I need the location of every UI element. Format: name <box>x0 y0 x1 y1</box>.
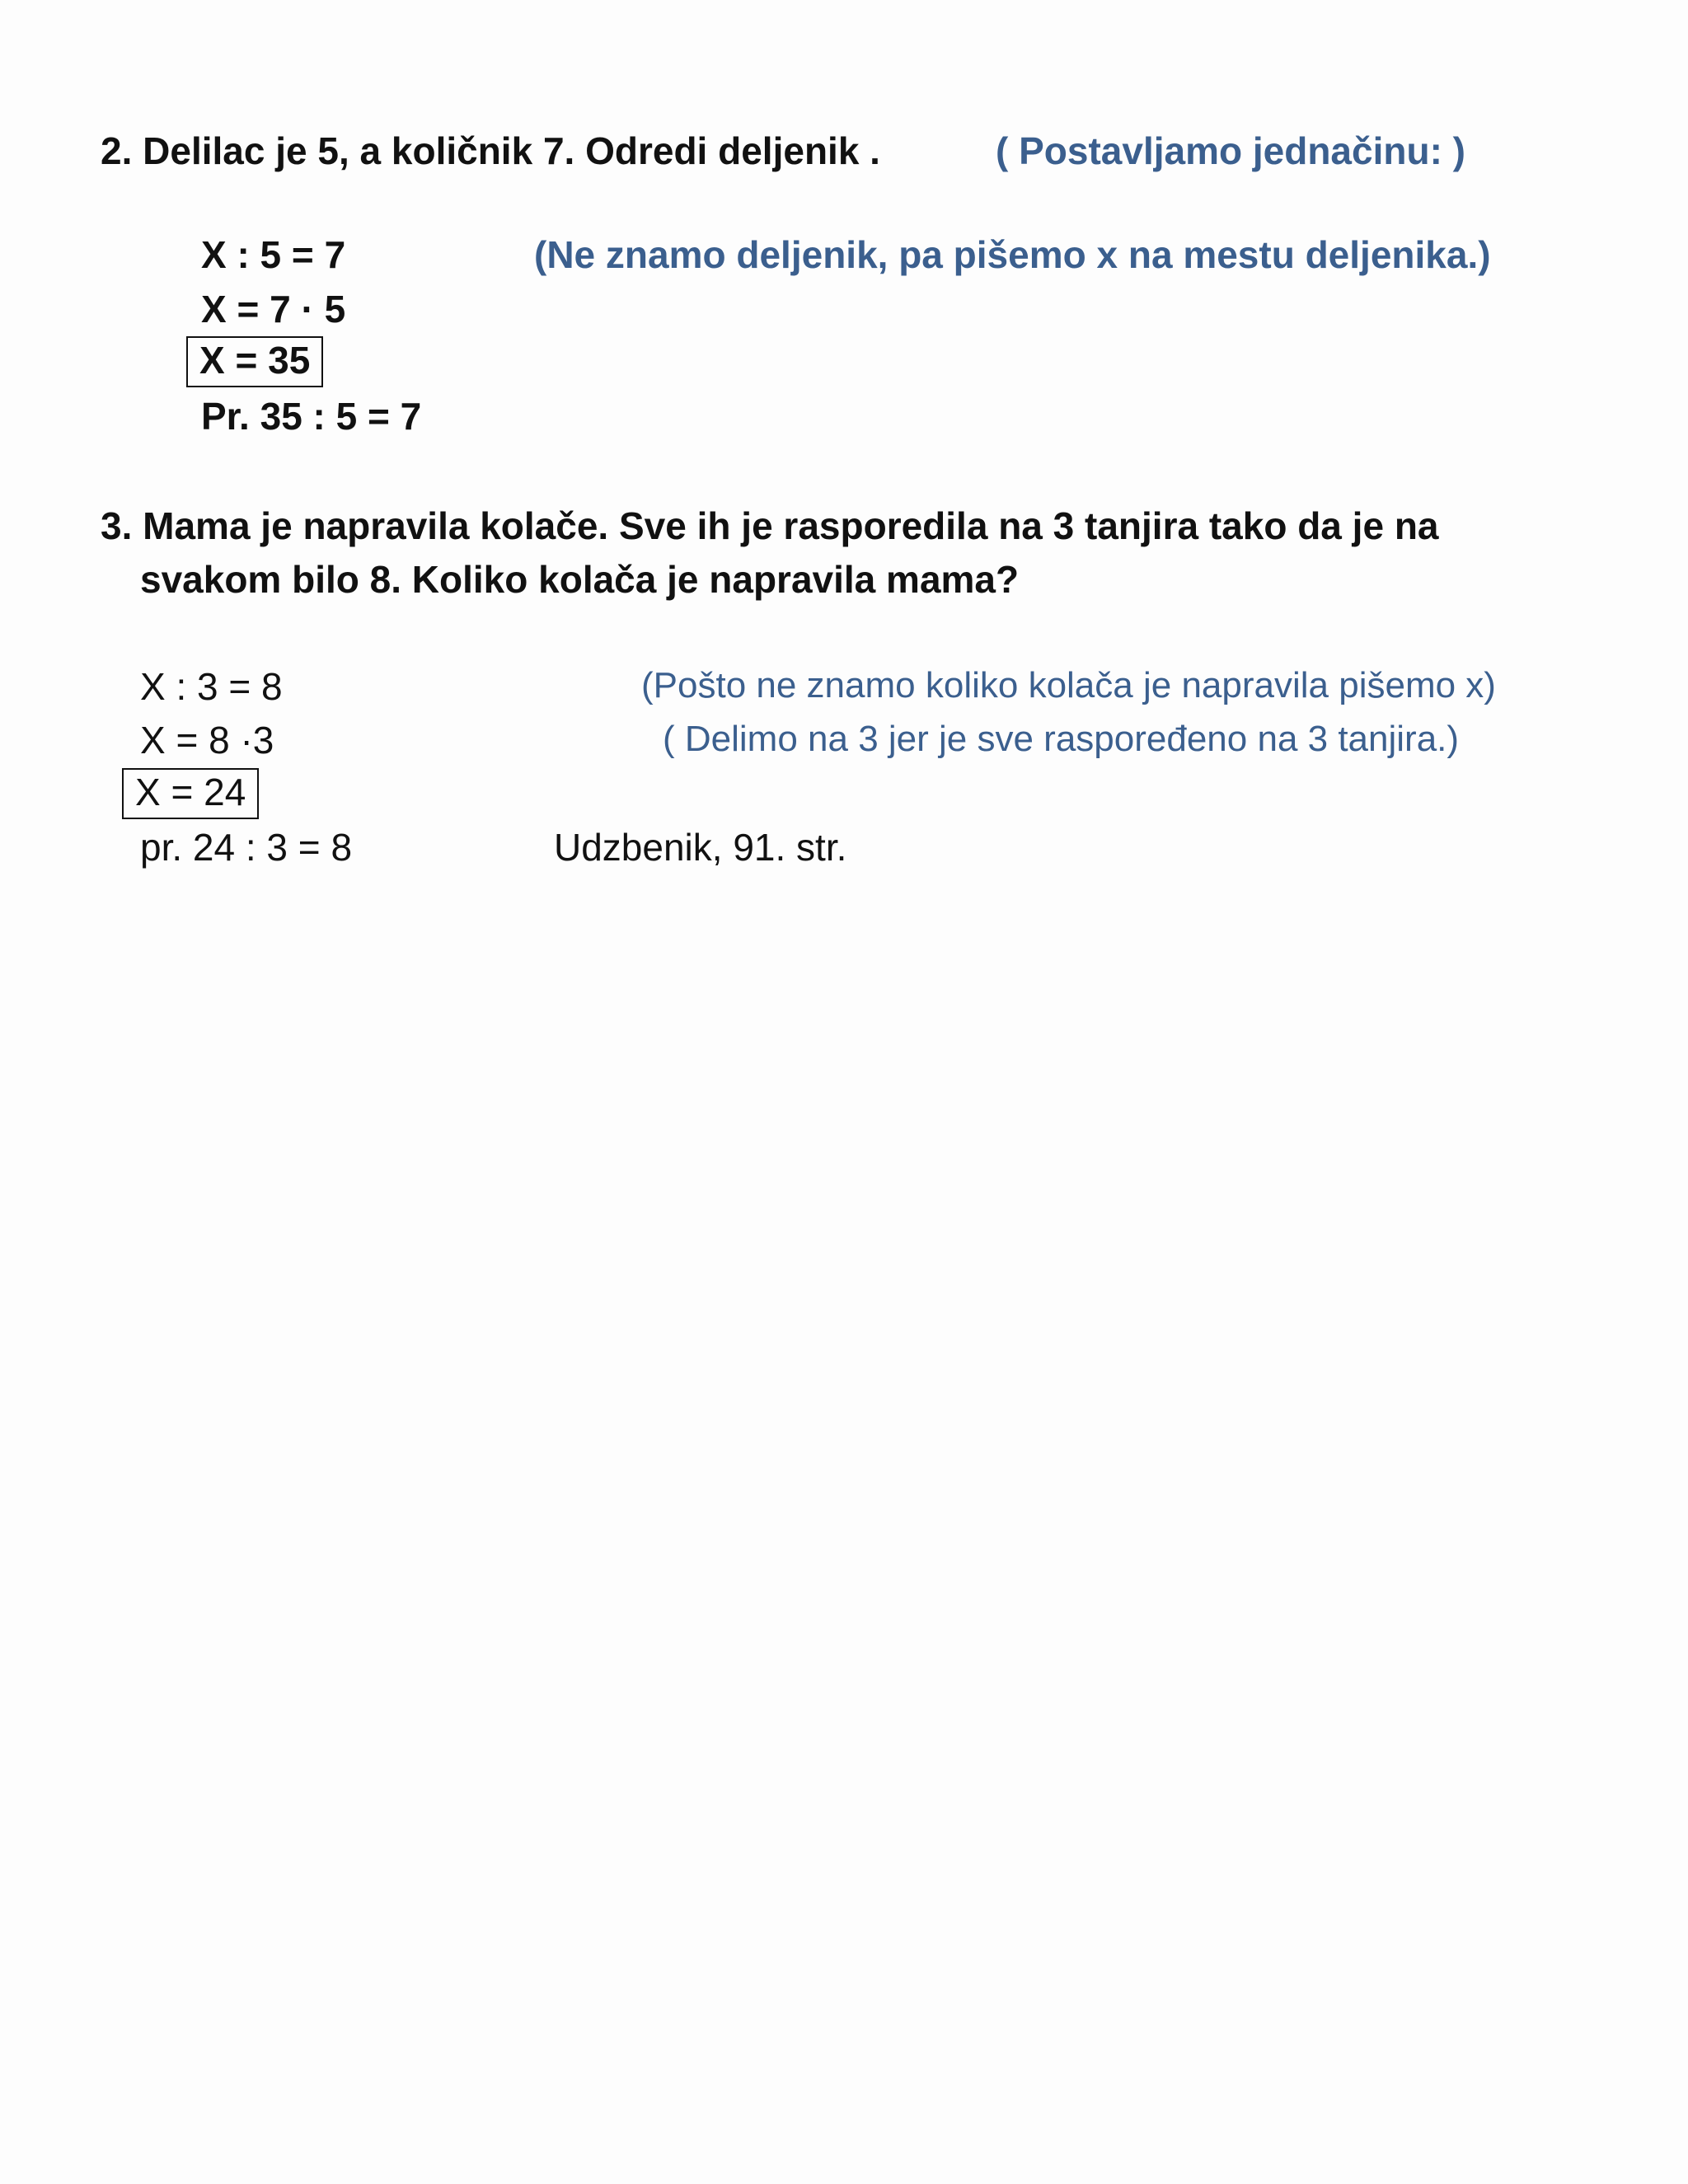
task3-equation-1: X : 3 = 8 <box>140 665 283 708</box>
task3-question-line-1: 3. Mama je napravila kolače. Sve ih je rasporedila na 3 tanjira tako da je na <box>101 504 1439 547</box>
task2-equation-3: X = 35 <box>199 339 311 382</box>
task3-equation-2: X = 8 ·3 <box>140 719 274 762</box>
task2-equation-2: X = 7 · 5 <box>201 288 346 330</box>
task3-equation-1-note: (Pošto ne znamo koliko kolača je napravila pišemo x) <box>641 665 1496 705</box>
task2-equation-1-note: (Ne znamo deljenik, pa pišemo x na mestu deljenika.) <box>534 233 1491 276</box>
task2-question: 2. Delilac je 5, a količnik 7. Odredi deljenik . <box>101 129 880 172</box>
task3-check: pr. 24 : 3 = 8 <box>140 826 353 869</box>
task3-equation-3: X = 24 <box>135 771 246 813</box>
task3-question-line-2: svakom bilo 8. Koliko kolača je napravila mama? <box>140 558 1020 601</box>
task2-answer-box <box>186 336 323 387</box>
task3-reference: Udzbenik, 91. str. <box>554 826 847 869</box>
task3-equation-2-note: ( Delimo na 3 jer je sve raspoređeno na 3 tanjira.) <box>663 719 1460 759</box>
task2-check: Pr. 35 : 5 = 7 <box>201 395 422 438</box>
task3-answer-box <box>122 768 259 819</box>
task2-hint: ( Postavljamo jednačinu: ) <box>996 129 1465 172</box>
task2-equation-1: X : 5 = 7 <box>201 233 346 276</box>
